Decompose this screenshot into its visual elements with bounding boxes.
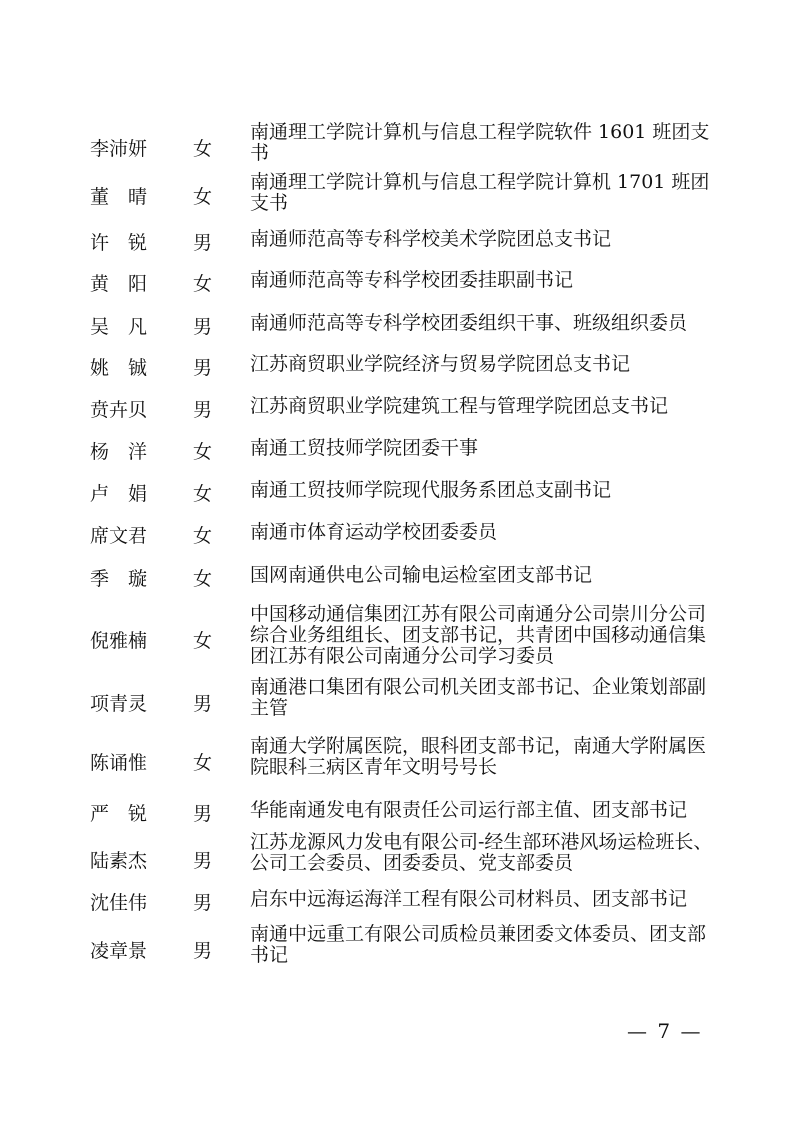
member-position: 南通大学附属医院，眼科团支部书记，南通大学附属医院眼科三病区青年文明号号长 <box>250 735 707 778</box>
page-number: — 7 — <box>627 1019 703 1043</box>
member-position: 江苏龙源风力发电有限公司-经生部环港风场运检班长、公司工会委员、团委委员、党支部委员 <box>250 831 713 874</box>
member-name: 严 锐 <box>90 803 148 825</box>
member-gender: 女 <box>193 525 213 547</box>
member-name: 卢 娟 <box>90 483 148 505</box>
member-name: 李沛妍 <box>90 138 148 160</box>
member-gender: 女 <box>193 186 213 208</box>
member-position: 南通市体育运动学校团委委员 <box>250 521 498 543</box>
member-gender: 女 <box>193 630 213 652</box>
member-gender: 男 <box>193 232 213 254</box>
member-position: 南通港口集团有限公司机关团支部书记、企业策划部副主管 <box>250 676 707 719</box>
member-name: 陆素杰 <box>90 850 148 872</box>
member-position: 南通中远重工有限公司质检员兼团委文体委员、团支部书记 <box>250 923 707 966</box>
member-name: 姚 铖 <box>90 357 148 379</box>
member-position: 南通师范高等专科学校美术学院团总支书记 <box>250 228 612 250</box>
member-name: 席文君 <box>90 525 148 547</box>
member-position: 南通理工学院计算机与信息工程学院计算机 1701 班团支书 <box>250 171 710 214</box>
member-gender: 女 <box>193 441 213 463</box>
member-position: 国网南通供电公司输电运检室团支部书记 <box>250 564 593 586</box>
member-name: 沈佳伟 <box>90 892 148 914</box>
member-gender: 男 <box>193 399 213 421</box>
member-gender: 男 <box>193 850 213 872</box>
member-gender: 男 <box>193 316 213 338</box>
member-name: 陈诵惟 <box>90 752 148 774</box>
member-name: 许 锐 <box>90 232 148 254</box>
member-name: 项青灵 <box>90 693 148 715</box>
member-gender: 男 <box>193 940 213 962</box>
member-position: 中国移动通信集团江苏有限公司南通分公司崇川分公司综合业务组组长、团支部书记，共青团中国移动通信集团江苏有限公司南通分公司学习委员 <box>250 603 707 667</box>
member-gender: 男 <box>193 803 213 825</box>
member-position: 华能南通发电有限责任公司运行部主值、团支部书记 <box>250 799 688 821</box>
member-name: 季 璇 <box>90 568 148 590</box>
member-position: 南通师范高等专科学校团委组织干事、班级组织委员 <box>250 312 688 334</box>
member-gender: 女 <box>193 273 213 295</box>
member-position: 南通师范高等专科学校团委挂职副书记 <box>250 269 574 291</box>
member-name: 倪雅楠 <box>90 630 148 652</box>
member-position: 江苏商贸职业学院建筑工程与管理学院团总支书记 <box>250 395 669 417</box>
member-gender: 男 <box>193 693 213 715</box>
member-gender: 女 <box>193 483 213 505</box>
member-position: 南通工贸技师学院团委干事 <box>250 437 479 459</box>
member-name: 董 晴 <box>90 186 148 208</box>
member-name: 黄 阳 <box>90 273 148 295</box>
member-position: 江苏商贸职业学院经济与贸易学院团总支书记 <box>250 353 631 375</box>
member-name: 杨 洋 <box>90 441 148 463</box>
member-gender: 女 <box>193 752 213 774</box>
member-position: 南通工贸技师学院现代服务系团总支副书记 <box>250 479 612 501</box>
member-name: 凌章景 <box>90 940 148 962</box>
member-gender: 女 <box>193 568 213 590</box>
member-gender: 男 <box>193 357 213 379</box>
member-position: 南通理工学院计算机与信息工程学院软件 1601 班团支书 <box>250 121 710 164</box>
member-position: 启东中远海运海洋工程有限公司材料员、团支部书记 <box>250 888 688 910</box>
member-gender: 男 <box>193 892 213 914</box>
member-gender: 女 <box>193 138 213 160</box>
member-name: 贲卉贝 <box>90 399 148 421</box>
member-name: 吴 凡 <box>90 316 148 338</box>
